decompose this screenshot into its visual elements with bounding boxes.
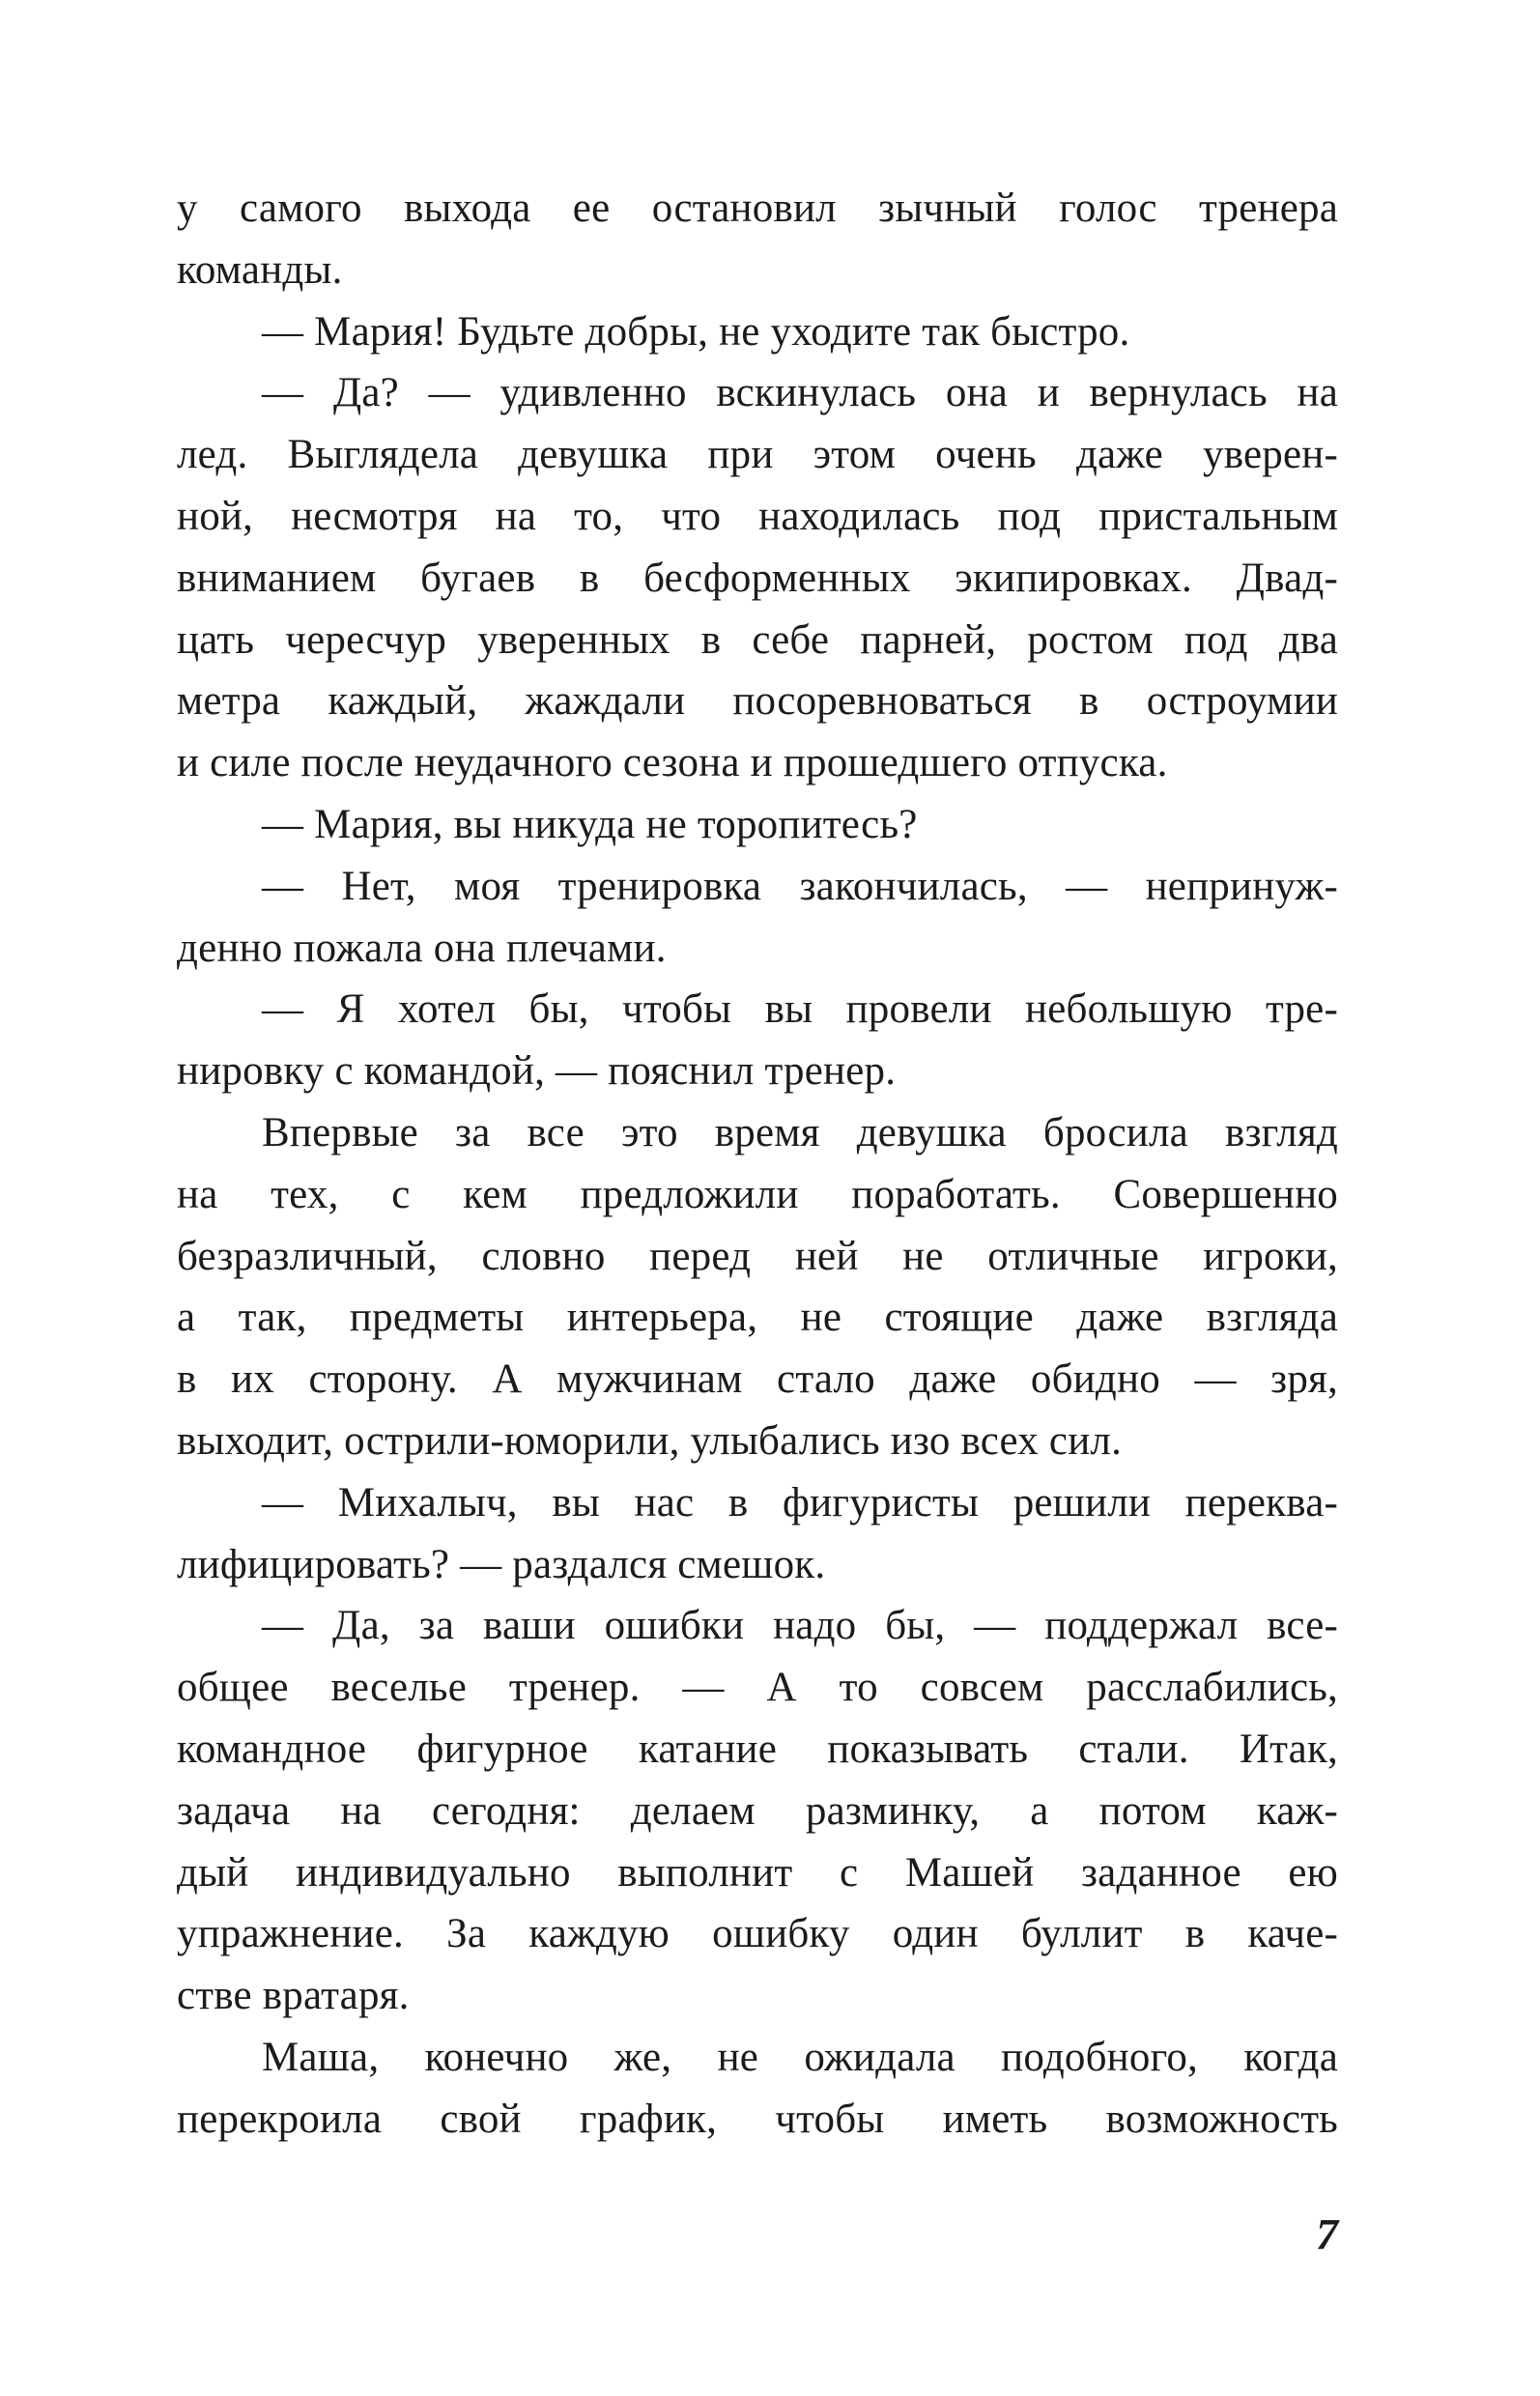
- text-line: команды.: [177, 246, 343, 293]
- text-line: выходит, острили-юморили, улыбались изо всех сил.: [177, 1417, 1123, 1464]
- text-line: лед. Выглядела девушка при этом очень даже уверен-: [177, 432, 1338, 478]
- text-line: дый индивидуально выполнит с Машей заданное ею: [177, 1849, 1338, 1896]
- page-number: 7: [1316, 2210, 1338, 2259]
- text-line: — Да? — удивленно вскинулась она и вернулась на: [262, 370, 1338, 416]
- text-line: лифицировать? — раздался смешок.: [177, 1541, 826, 1587]
- text-line: безразличный, словно перед ней не отличные игроки,: [177, 1233, 1338, 1279]
- text-line: Маша, конечно же, не ожидала подобного, когда: [262, 2034, 1338, 2080]
- text-line: — Нет, моя тренировка закончилась, — непринуж-: [262, 863, 1338, 909]
- text-line: — Мария, вы никуда не торопитесь?: [262, 801, 918, 847]
- text-line: задача на сегодня: делаем разминку, а потом каж-: [177, 1787, 1338, 1834]
- text-line: — Михалыч, вы нас в фигуристы решили переква-: [262, 1479, 1338, 1526]
- text-line: Впервые за все это время девушка бросила взгляд: [262, 1109, 1338, 1155]
- text-block: [177, 178, 1338, 2151]
- text-line: упражнение. За каждую ошибку один буллит в каче-: [177, 1911, 1338, 1957]
- text-line: командное фигурное катание показывать стали. Итак,: [177, 1726, 1338, 1772]
- text-line: метра каждый, жаждали посоревноваться в остроумии: [177, 678, 1338, 725]
- text-line: на тех, с кем предложили поработать. Совершенно: [177, 1171, 1338, 1217]
- text-line: — Я хотел бы, чтобы вы провели небольшую тре-: [262, 986, 1338, 1033]
- text-line: и силе после неудачного сезона и прошедшего отпуска.: [177, 740, 1168, 786]
- text-line: у самого выхода ее остановил зычный голос тренера: [177, 185, 1338, 231]
- text-line: — Да, за ваши ошибки надо бы, — поддержал все-: [262, 1603, 1338, 1649]
- text-line: ной, несмотря на то, что находилась под пристальным: [177, 493, 1338, 539]
- text-line: в их сторону. А мужчинам стало даже обидно — зря,: [177, 1356, 1338, 1403]
- text-line: вниманием бугаев в бесформенных экипировках. Двад-: [177, 555, 1338, 601]
- text-line: — Мария! Будьте добры, не уходите так быстро.: [262, 308, 1130, 355]
- text-line: денно пожала она плечами.: [177, 925, 667, 971]
- text-line: стве вратаря.: [177, 1973, 410, 2019]
- text-line: а так, предметы интерьера, не стоящие даже взгляда: [177, 1295, 1338, 1341]
- text-line: общее веселье тренер. — А то совсем расслабились,: [177, 1665, 1338, 1711]
- text-line: нировку с командой, — пояснил тренер.: [177, 1048, 897, 1095]
- text-line: перекроила свой график, чтобы иметь возможность: [177, 2096, 1338, 2142]
- text-line: цать чересчур уверенных в себе парней, ростом под два: [177, 616, 1338, 663]
